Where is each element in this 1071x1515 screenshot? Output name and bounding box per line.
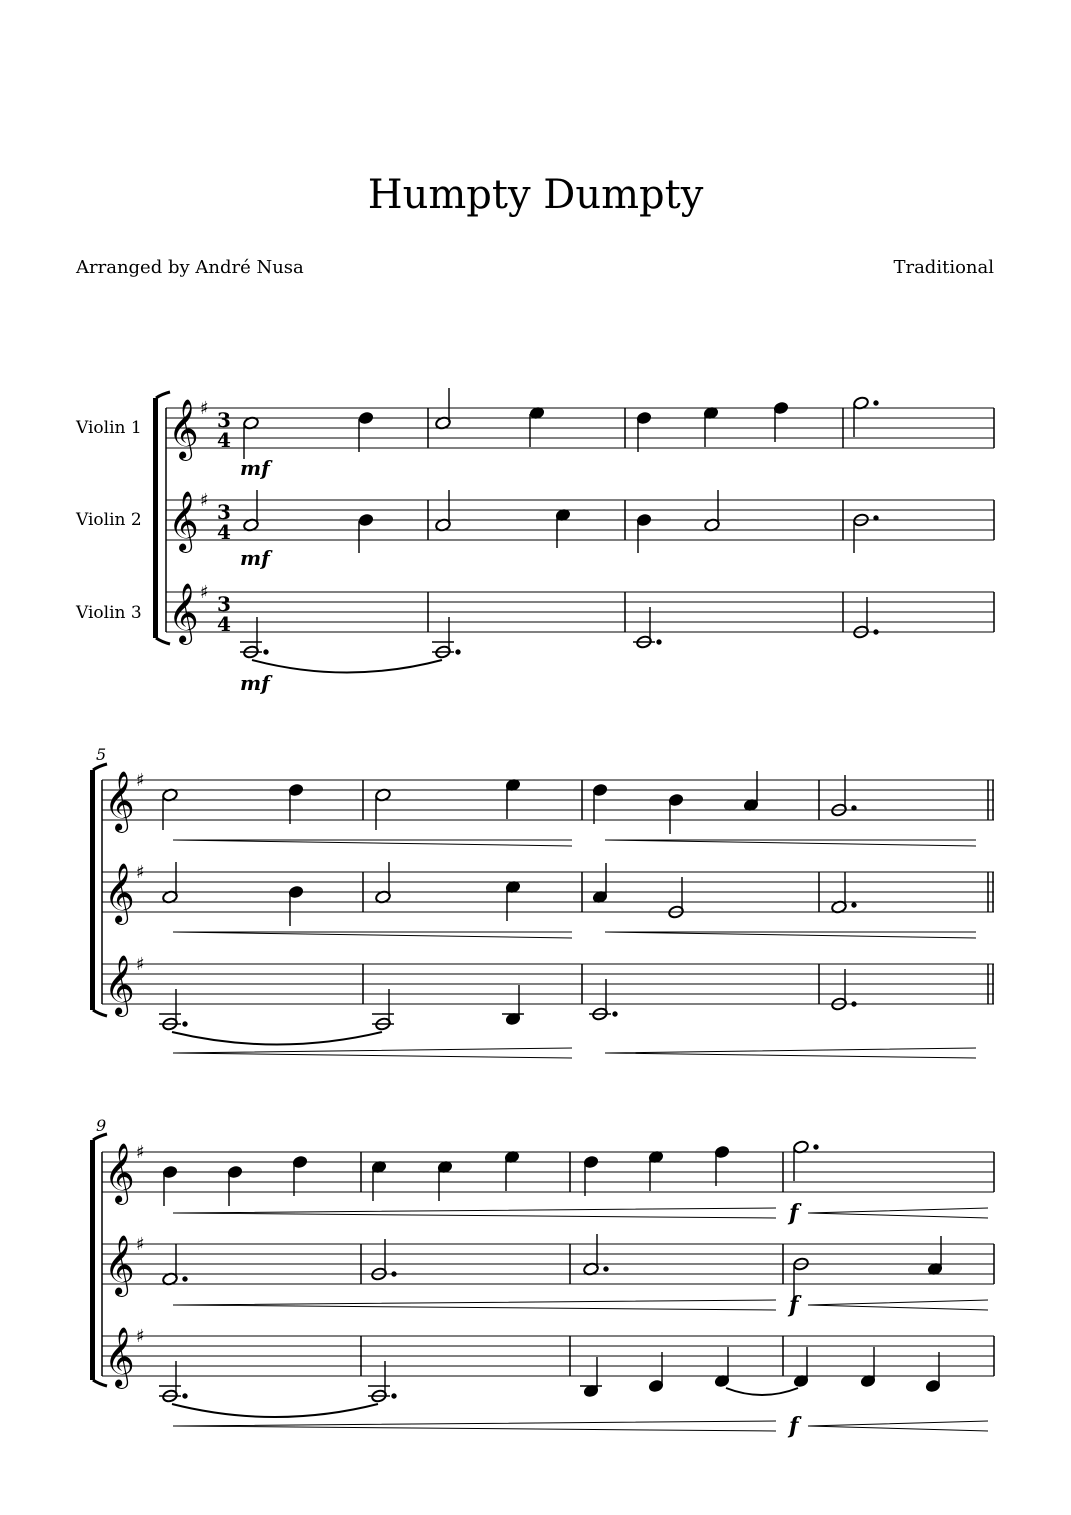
sharp-icon: ♯: [200, 490, 209, 511]
notes-violin-3: [159, 969, 976, 1058]
notes-violin-3: [240, 597, 878, 673]
treble-clef-icon: 𝄞: [168, 399, 199, 459]
dynamic-marking: f: [789, 1200, 799, 1226]
sharp-icon: ♯: [136, 954, 145, 975]
tie: [172, 1404, 378, 1417]
time-signature-top: 3: [217, 500, 231, 524]
treble-clef-icon: 𝄞: [104, 771, 135, 831]
dynamic-marking: f: [789, 1292, 799, 1318]
time-signature-top: 3: [217, 592, 231, 616]
instrument-label-violin-1: Violin 1: [76, 418, 142, 438]
score-title: Humpty Dumpty: [367, 172, 704, 218]
treble-clef-icon: 𝄞: [104, 1327, 135, 1387]
measure-number: 5: [96, 745, 107, 764]
notes-violin-2: [162, 862, 976, 938]
treble-clef-icon: 𝄞: [168, 491, 199, 551]
notes-violin-2: [243, 490, 878, 553]
treble-clef-icon: 𝄞: [104, 1143, 135, 1203]
tie: [726, 1388, 798, 1395]
sharp-icon: ♯: [136, 1234, 145, 1255]
staff-lines: [102, 1152, 994, 1376]
tie: [252, 660, 442, 673]
notes-violin-3: [159, 1347, 988, 1431]
dynamic-marking: mf: [240, 671, 270, 695]
measure-number: 9: [96, 1116, 107, 1135]
time-signature-top: 3: [217, 408, 231, 432]
instrument-label-violin-3: Violin 3: [76, 603, 142, 623]
system-2: [90, 745, 994, 1058]
notes-violin-2: [162, 1234, 988, 1310]
sharp-icon: ♯: [136, 862, 145, 883]
treble-clef-icon: 𝄞: [104, 955, 135, 1015]
dynamic-marking: f: [789, 1413, 799, 1439]
dynamic-marking: mf: [240, 546, 270, 570]
sharp-icon: ♯: [136, 1326, 145, 1347]
tie: [172, 1032, 382, 1045]
instrument-label-violin-2: Violin 2: [76, 510, 142, 530]
time-signature-bottom: 4: [217, 428, 231, 452]
composer-credit: Traditional: [893, 257, 994, 278]
system-3: [90, 1116, 994, 1439]
time-signature-bottom: 4: [217, 612, 231, 636]
arranger-credit: Arranged by André Nusa: [76, 257, 304, 278]
dynamic-marking: mf: [240, 456, 270, 480]
treble-clef-icon: 𝄞: [104, 1235, 135, 1295]
sharp-icon: ♯: [136, 770, 145, 791]
time-signature-bottom: 4: [217, 520, 231, 544]
sharp-icon: ♯: [136, 1142, 145, 1163]
notes-violin-1: [162, 771, 976, 846]
treble-clef-icon: 𝄞: [104, 863, 135, 923]
staff-lines: [166, 408, 994, 632]
sharp-icon: ♯: [200, 582, 209, 603]
sharp-icon: ♯: [200, 398, 209, 419]
staff-lines: [102, 780, 994, 1004]
treble-clef-icon: 𝄞: [168, 583, 199, 643]
system-1: [75, 388, 994, 695]
